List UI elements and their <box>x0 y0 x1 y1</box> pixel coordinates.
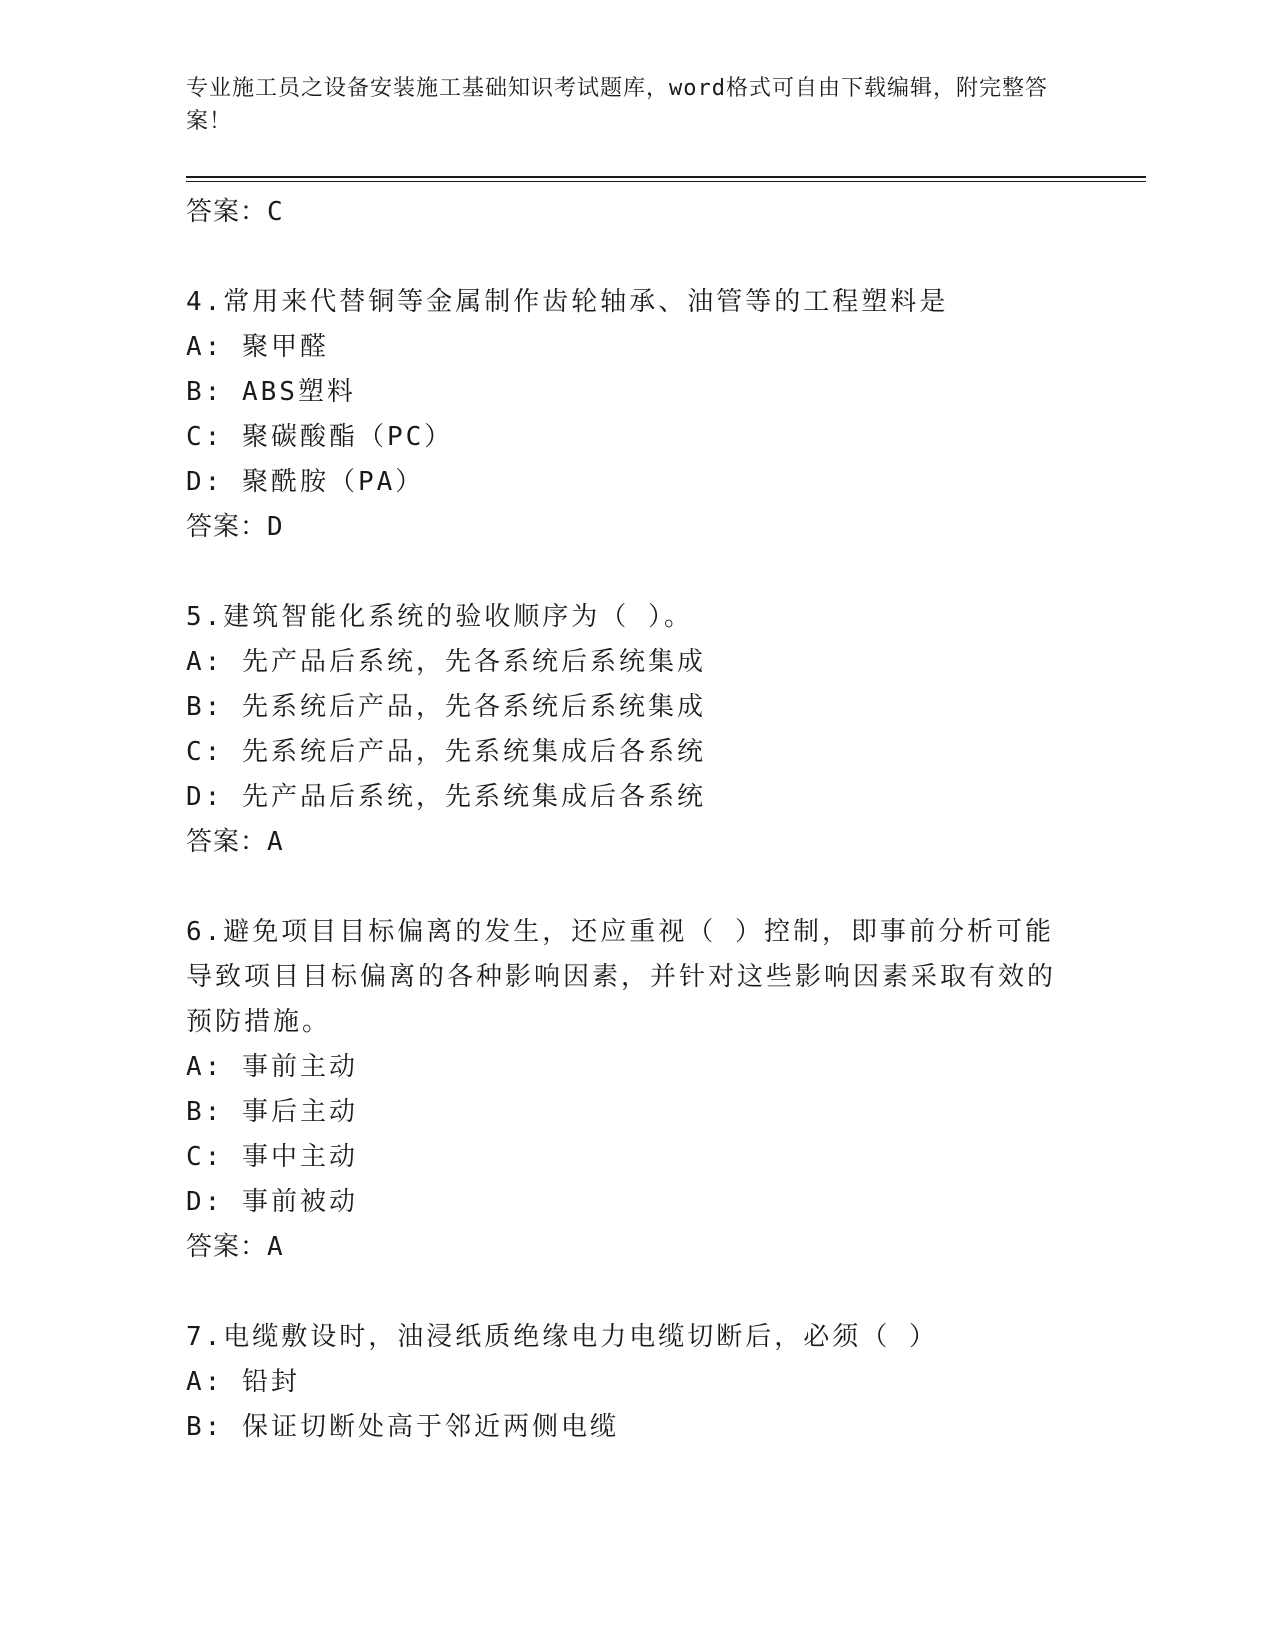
option-c: C: 先系统后产品，先系统集成后各系统 <box>186 737 706 767</box>
question-stem: 5.建筑智能化系统的验收顺序为（ ）。 <box>186 602 693 632</box>
question-stem: 7.电缆敷设时，油浸纸质绝缘电力电缆切断后，必须（ ） <box>186 1322 938 1352</box>
question-5 <box>186 595 1086 864</box>
answer-line: 答案：A <box>186 1232 284 1262</box>
answer-line: 答案：D <box>186 512 284 542</box>
option-b: B: 保证切断处高于邻近两侧电缆 <box>186 1412 619 1442</box>
question-7 <box>186 1315 1086 1450</box>
question-stem: 6.避免项目目标偏离的发生，还应重视（ ）控制，即事前分析可能导致项目目标偏离的各种影响因素，并针对这些影响因素采取有效的预防措施。 <box>186 917 1057 1037</box>
option-c: C: 聚碳酸酯（PC） <box>186 422 454 452</box>
question-4 <box>186 280 1086 549</box>
answer-line: 答案：A <box>186 827 284 857</box>
answer-line: 答案：C <box>186 197 284 227</box>
option-d: D: 事前被动 <box>186 1187 358 1217</box>
option-b: B: ABS塑料 <box>186 377 356 407</box>
option-b: B: 先系统后产品，先各系统后系统集成 <box>186 692 706 722</box>
option-b: B: 事后主动 <box>186 1097 358 1127</box>
option-a: A: 事前主动 <box>186 1052 358 1082</box>
option-a: A: 聚甲醛 <box>186 332 329 362</box>
option-d: D: 聚酰胺（PA） <box>186 467 425 497</box>
question-list <box>186 190 1086 1450</box>
header-rule-thin <box>186 181 1146 182</box>
option-d: D: 先产品后系统，先系统集成后各系统 <box>186 782 706 812</box>
question-6 <box>186 910 1086 1269</box>
option-c: C: 事中主动 <box>186 1142 358 1172</box>
document-header: 专业施工员之设备安装施工基础知识考试题库，word格式可自由下载编辑，附完整答案！ <box>186 76 1048 134</box>
header-rule-thick <box>186 176 1146 178</box>
option-a: A: 先产品后系统，先各系统后系统集成 <box>186 647 706 677</box>
question-stem: 4.常用来代替铜等金属制作齿轮轴承、油管等的工程塑料是 <box>186 287 949 317</box>
option-a: A: 铅封 <box>186 1367 300 1397</box>
